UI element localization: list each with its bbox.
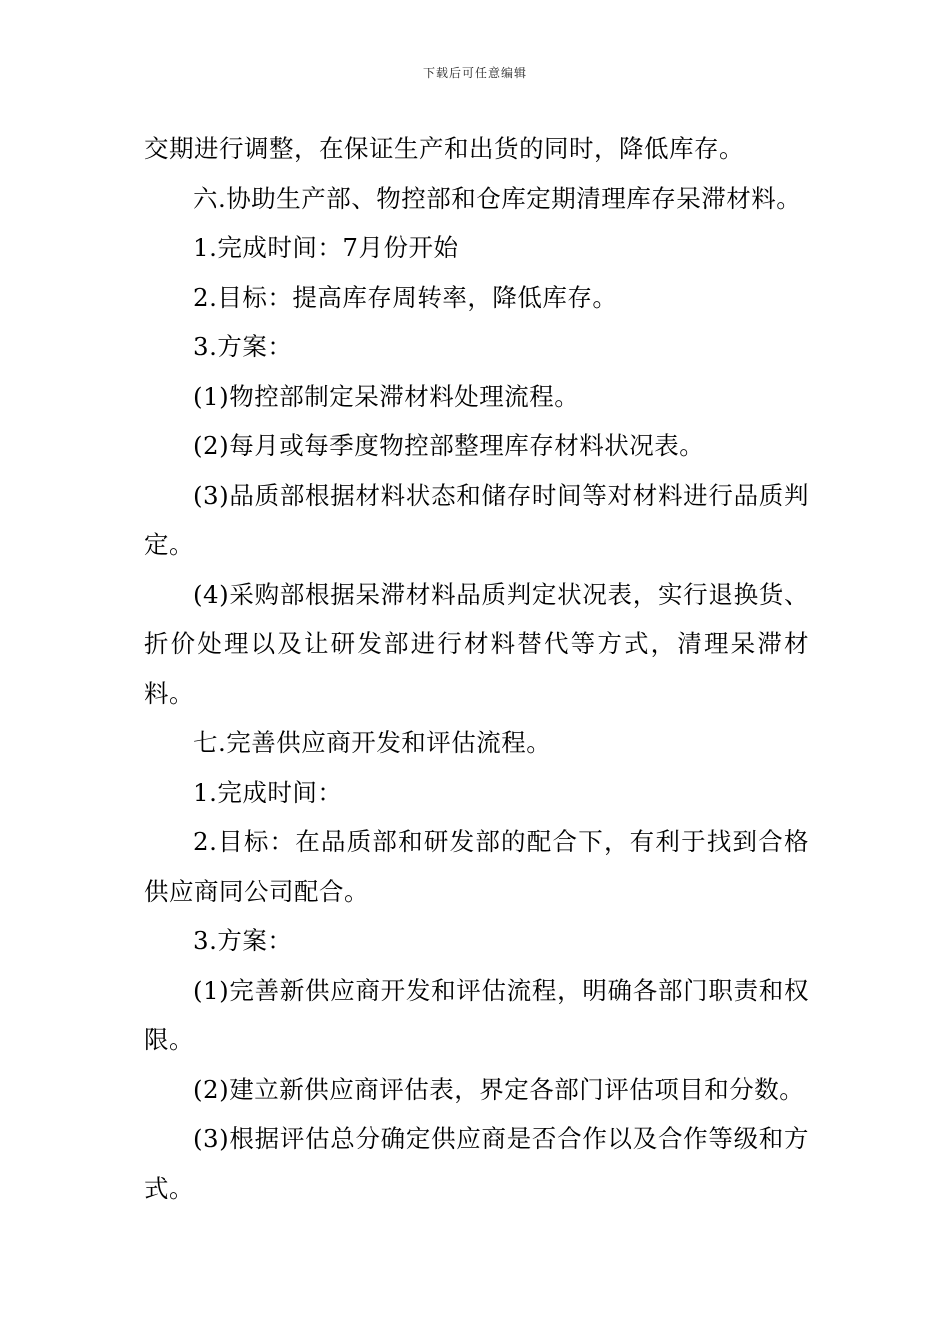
paragraph: 2.目标：提高库存周转率，降低库存。: [193, 282, 618, 312]
list-item: (3)品质部根据材料状态和储存时间等对材料进行品质判定。: [144, 480, 809, 559]
paragraph: 3.方案：: [193, 332, 293, 361]
section-heading: 六.协助生产部、物控部和仓库定期清理库存呆滞材料。: [193, 183, 802, 213]
paragraph: 1.完成时间：7月份开始: [193, 233, 459, 262]
document-body: [144, 124, 809, 1213]
paragraph: 2.目标：在品质部和研发部的配合下，有利于找到合格供应商同公司配合。: [144, 827, 809, 906]
list-item: (1)完善新供应商开发和评估流程，明确各部门职责和权限。: [144, 975, 809, 1054]
section-heading: 七.完善供应商开发和评估流程。: [193, 728, 552, 757]
list-item: (2)建立新供应商评估表，界定各部门评估项目和分数。: [193, 1074, 805, 1104]
list-item: (2)每月或每季度物控部整理库存材料状况表。: [193, 431, 705, 460]
list-item: (3)根据评估总分确定供应商是否合作以及合作等级和方式。: [144, 1124, 809, 1203]
list-item: (1)物控部制定呆滞材料处理流程。: [193, 381, 580, 411]
paragraph: 3.方案：: [193, 926, 293, 955]
paragraph: 1.完成时间：: [193, 777, 343, 807]
page-header: 下载后可任意编辑: [422, 66, 527, 80]
paragraph: 交期进行调整，在保证生产和出货的同时，降低库存。: [144, 134, 744, 163]
list-item: (4)采购部根据呆滞材料品质判定状况表，实行退换货、折价处理以及让研发部进行材料替代等方式，清理呆滞材料。: [144, 579, 809, 708]
